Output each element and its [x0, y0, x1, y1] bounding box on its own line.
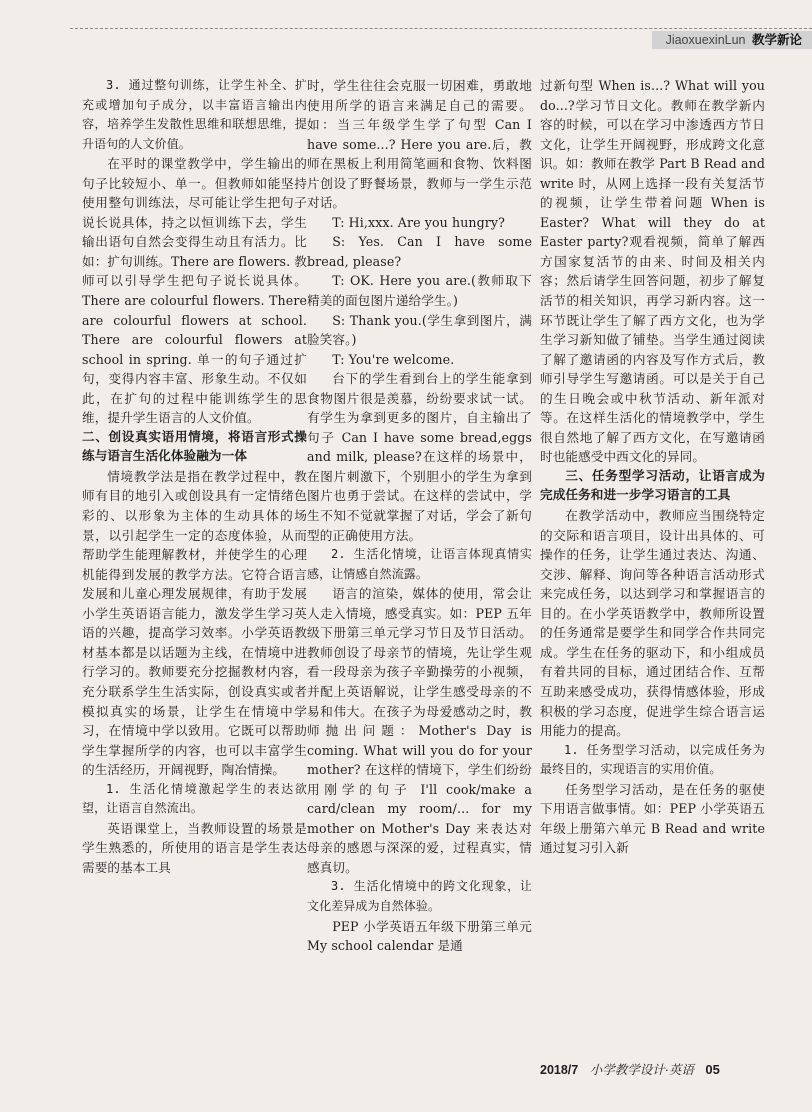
- page-number: 05: [705, 1062, 720, 1077]
- dialogue-line: S: Yes. Can I have some bread, please?: [307, 234, 532, 269]
- text-column-right: [540, 76, 765, 858]
- sub-point: 1. 任务型学习活动，以完成任务为最终目的，实现语言的实用价值。: [540, 742, 765, 777]
- paragraph: 英语课堂上，当教师设置的场景是学生熟悉的，所使用的语言是学生表达需要的基本工具: [82, 820, 307, 875]
- sub-point: 3. 生活化情境中的跨文化现象，让文化差异成为自然体验。: [307, 879, 532, 913]
- paragraph: 在教学活动中，教师应当围绕特定的交际和语言项目，设计出具体的、可操作的任务，让学生通过表达、沟通、交涉、解释、询问等各种语言活动形式来完成任务，以达到学习和掌握语言的目的。在小学英语教学中，教师所设置的任务通常是要学生和同学合作共同完成。学生在任务的驱动下，和小组成员有着共同的目标，通过团结合作、互帮互助来感受成功，获得情感体验，形成积极的学习态度，促进学生综合语言运用能力的提高。: [540, 508, 765, 739]
- dialogue-line: S: Thank you.(学生拿到图片，满脸笑容。): [307, 312, 532, 348]
- dialogue-line: T: You're welcome.: [332, 351, 455, 367]
- sub-point: 1. 生活化情境激起学生的表达欲望，让语言自然流出。: [82, 781, 307, 816]
- page-footer: [540, 1060, 720, 1078]
- header-label-en: JiaoxuexinLun: [665, 33, 746, 47]
- paragraph: 语言的渲染，媒体的使用，常会让人走入情境，感受真实。如：PEP 五年级下册第三单元学习节日及节日活动。教师创设了母亲节的情境，先让学生观看一段母亲为孩子辛勤操劳的小视频，并配上英语解说，让学生感受母亲的不易和伟大。在孩子为母爱感动之时，教师抛出问题：Mother's Day is coming. What will you do for your mother? 在这样的情境下，学生们纷纷用刚学的句子 I'll cook/make a card/clean my room/... for my mother on Mother's Day 来表达对母亲的感恩与深深的爱，过程真实，情感真切。: [307, 586, 532, 875]
- magazine-title: 小学教学设计·英语: [589, 1063, 694, 1077]
- header-tab: [652, 31, 812, 49]
- paragraph: 时，学生往往会克服一切困难，勇敢地使用所学的语言来满足自己的需要。如：当三年级学生学了句型 Can I have some...? Here you are.后，教师在黑板上利用简笔画和食物、饮料图片创设了野餐场景，教师与一学生示范对话。: [307, 78, 532, 211]
- paragraph: PEP 小学英语五年级下册第三单元 My school calendar 是通: [307, 918, 532, 954]
- dialogue-line: T: OK. Here you are.(教师取下精美的面包图片递给学生。): [307, 273, 532, 309]
- paragraph: 情境教学法是指在教学过程中，教师有目的地引入或创设具有一定情绪色彩的、以形象为主体的生动具体的场景，以引起学生一定的态度体验，从而帮助学生能理解教材，并使学生的心理机能得到发展的教学方法。它符合语言发展和儿童心理发展规律，有助于发展小学生英语语言能力，激发学生学习英语的兴趣，提高学习效率。小学英语教材基本都是以话题为主线，在情境中进行学习的。教师要充分挖掘教材内容，充分联系学生生活实际，创设真实或者模拟真实的场景，让学生在情境中学习，在情境中学以致用。它既可以帮助学生掌握所学的内容，也可以丰富学生的生活经历，开阔视野，陶冶情操。: [82, 468, 307, 778]
- paragraph: 过新句型 When is...? What will you do...?学习节日文化。教师在教学新内容的时候，可以在学习中渗透西方节日文化，让学生开阔视野，形成跨文化意识。如：教师在教学 Part B Read and write 时，从网上选择一段有关复活节的视频，让学生带着问题 When is Easter? What will they do at Easter party?观看视频，简单了解西方国家复活节的由来、时间及相关内容；然后请学生回答问题，初步了解复活节的相关知识，再学习新内容。这一环节既让学生了解了西方文化，也为学生学习新知做了铺垫。当学生通过阅读了解了邀请函的内容及写作方式后，教师引导学生写邀请函。可以是关于自己的生日晚会或中秋节活动、新年派对等。在这样生活化的情境教学中，学生很自然地了解了西方文化，在写邀请函时也能感受中西文化的异同。: [540, 78, 765, 465]
- running-header: [70, 28, 812, 49]
- section-heading: 二、创设真实语用情境，将语言形式操练与语言生活化体验融为一体: [82, 429, 307, 464]
- section-heading: 三、任务型学习活动，让语言成为完成任务和进一步学习语言的工具: [540, 468, 765, 503]
- text-column-left: [82, 76, 307, 877]
- sub-point: 2. 生活化情境，让语言体现真情实感，让情感自然流露。: [307, 547, 532, 581]
- issue-date: 2018/7: [540, 1063, 579, 1077]
- header-label-cn: 教学新论: [751, 33, 802, 47]
- paragraph: 任务型学习活动，是在任务的驱使下用语言做事情。如：PEP 小学英语五年级上册第六单元 B Read and write 通过复习引入新: [540, 781, 765, 856]
- text-column-middle: [307, 76, 532, 956]
- dialogue-line: T: Hi,xxx. Are you hungry?: [332, 214, 505, 230]
- sub-point: 3. 通过整句训练，让学生补全、扩充或增加句子成分，以丰富语言输出内容，培养学生发散性思维和联想思维，提升语句的人文价值。: [82, 78, 307, 151]
- paragraph: 台下的学生看到台上的学生能拿到食物图片很是羡慕，纷纷要求试一试。有学生为拿到更多的图片，自主输出了句子 Can I have some bread,eggs and milk, please?在这样的场景中，在图片刺激下，个别胆小的学生为拿到图片也勇于尝试。在这样的尝试中，学生不知不觉就掌握了对话，学会了新句型的正确使用方法。: [307, 371, 532, 543]
- paragraph: 在平时的课堂教学中，学生输出的句子比较短小、单一。但教师如能坚持使用整句训练法，尽可能让学生把句子说长说具体，持之以恒训练下去，学生输出语句自然会变得生动且有活力。比如：扩句训练。There are flowers. 教师可以引导学生把句子说长说具体。There are colourful flowers. There are colourful flowers at school. There are colourful flowers at school in spring. 单一的句子通过扩句，变得内容丰富、形象生动。不仅如此，在扩句的过程中能训练学生的思维，提升学生语言的人文价值。: [82, 156, 307, 426]
